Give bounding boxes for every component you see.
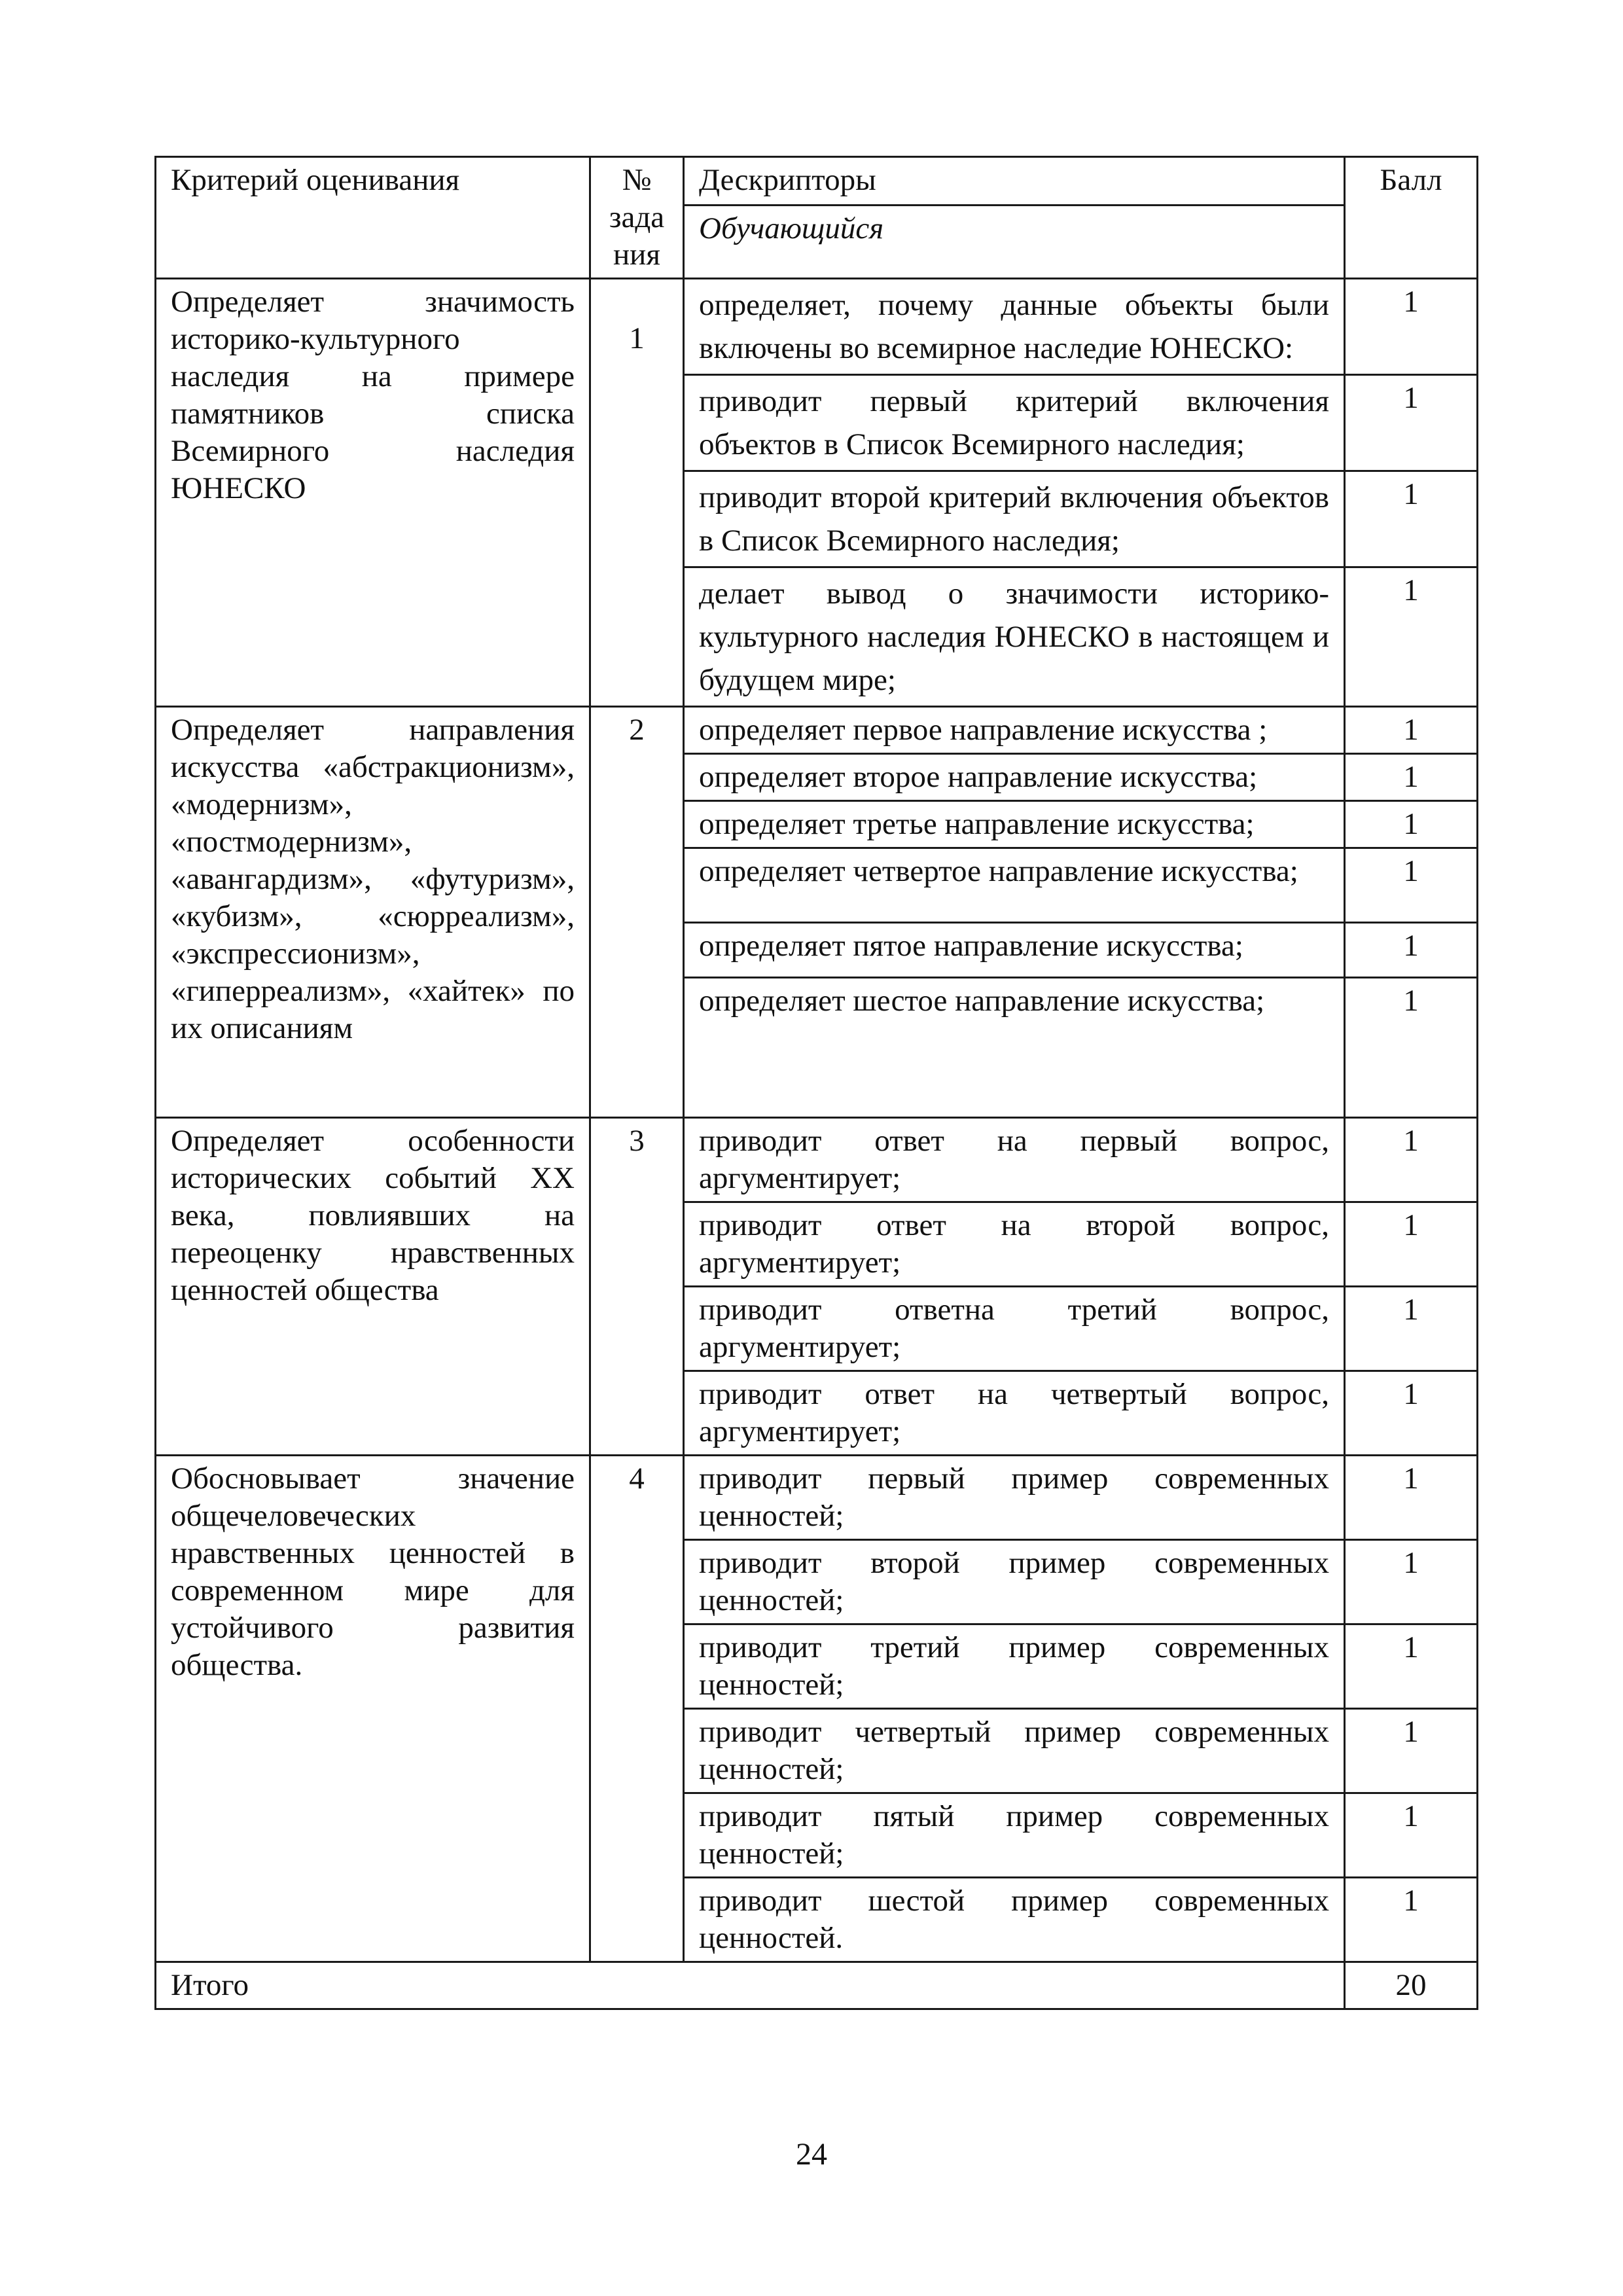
score-cell: 1 (1345, 1202, 1478, 1287)
descriptor-cell: определяет первое направление искусства ; (684, 707, 1345, 754)
task-number-cell: 4 (590, 1456, 684, 1962)
descriptor-cell: приводит шестой пример современных ценностей. (684, 1878, 1345, 1962)
table-row (156, 707, 1478, 754)
descriptor-cell: приводит пятый пример современных ценностей; (684, 1793, 1345, 1878)
descriptor-cell: приводит первый критерий включения объектов в Список Всемирного наследия; (684, 375, 1345, 471)
task-number-cell: 2 (590, 707, 684, 1118)
score-cell: 1 (1345, 1371, 1478, 1456)
descriptor-cell: определяет, почему данные объекты были включены во всемирное наследие ЮНЕСКО: (684, 279, 1345, 375)
header-score: Балл (1345, 157, 1478, 279)
criterion-cell: Определяет значимость историко-культурного наследия на примере памятников списка Всемирного наследия ЮНЕСКО (156, 279, 590, 707)
descriptor-cell: делает вывод о значимости историко-культурного наследия ЮНЕСКО в настоящем и будущем мире; (684, 567, 1345, 707)
score-cell: 1 (1345, 567, 1478, 707)
header-learner: Обучающийся (684, 205, 1345, 278)
score-cell: 1 (1345, 1709, 1478, 1793)
total-label: Итого (156, 1962, 1345, 2009)
header-row (156, 157, 1478, 206)
total-value: 20 (1345, 1962, 1478, 2009)
rubric-body (156, 279, 1478, 1962)
descriptor-cell: приводит ответ на первый вопрос, аргументирует; (684, 1118, 1345, 1202)
descriptor-cell: приводит ответ на второй вопрос, аргументирует; (684, 1202, 1345, 1287)
total-row (156, 1962, 1478, 2009)
descriptor-cell: приводит четвертый пример современных ценностей; (684, 1709, 1345, 1793)
score-cell: 1 (1345, 1624, 1478, 1709)
descriptor-cell: приводит третий пример современных ценностей; (684, 1624, 1345, 1709)
descriptor-cell: приводит второй пример современных ценностей; (684, 1540, 1345, 1624)
score-cell: 1 (1345, 1456, 1478, 1540)
descriptor-cell: определяет шестое направление искусства; (684, 978, 1345, 1118)
descriptor-cell: определяет пятое направление искусства; (684, 923, 1345, 978)
descriptor-cell: приводит ответ на четвертый вопрос, аргументирует; (684, 1371, 1345, 1456)
header-task-number: № зада ния (590, 157, 684, 279)
score-cell: 1 (1345, 375, 1478, 471)
descriptor-cell: определяет четвертое направление искусства; (684, 848, 1345, 923)
score-cell: 1 (1345, 707, 1478, 754)
criterion-cell: Обосновывает значение общечеловеческих нравственных ценностей в современном мире для устойчивого развития общества. (156, 1456, 590, 1962)
header-criterion: Критерий оценивания (156, 157, 590, 279)
score-cell: 1 (1345, 471, 1478, 567)
task-number-cell: 3 (590, 1118, 684, 1456)
header-descriptors: Дескрипторы (684, 157, 1345, 206)
score-cell: 1 (1345, 279, 1478, 375)
score-cell: 1 (1345, 1287, 1478, 1371)
score-cell: 1 (1345, 1118, 1478, 1202)
assessment-rubric-table (154, 156, 1478, 2010)
score-cell: 1 (1345, 1793, 1478, 1878)
page-number: 24 (796, 2137, 827, 2172)
table-row (156, 1456, 1478, 1540)
criterion-cell: Определяет особенности исторических событий XX века, повлиявших на переоценку нравственных ценностей общества (156, 1118, 590, 1456)
task-number-cell: 1 (590, 279, 684, 707)
descriptor-cell: определяет второе направление искусства; (684, 754, 1345, 801)
score-cell: 1 (1345, 801, 1478, 848)
table-row (156, 279, 1478, 375)
score-cell: 1 (1345, 1878, 1478, 1962)
descriptor-cell: определяет третье направление искусства; (684, 801, 1345, 848)
score-cell: 1 (1345, 1540, 1478, 1624)
descriptor-cell: приводит первый пример современных ценностей; (684, 1456, 1345, 1540)
score-cell: 1 (1345, 754, 1478, 801)
score-cell: 1 (1345, 923, 1478, 978)
descriptor-cell: приводит второй критерий включения объектов в Список Всемирного наследия; (684, 471, 1345, 567)
table-row (156, 1118, 1478, 1202)
criterion-cell: Определяет направления искусства «абстракционизм», «модернизм», «постмодернизм», «авангардизм», «футуризм», «кубизм», «сюрреализм», «экспрессионизм», «гиперреализм», «хайтек» по их описаниям (156, 707, 590, 1118)
score-cell: 1 (1345, 978, 1478, 1118)
descriptor-cell: приводит ответна третий вопрос, аргументирует; (684, 1287, 1345, 1371)
score-cell: 1 (1345, 848, 1478, 923)
